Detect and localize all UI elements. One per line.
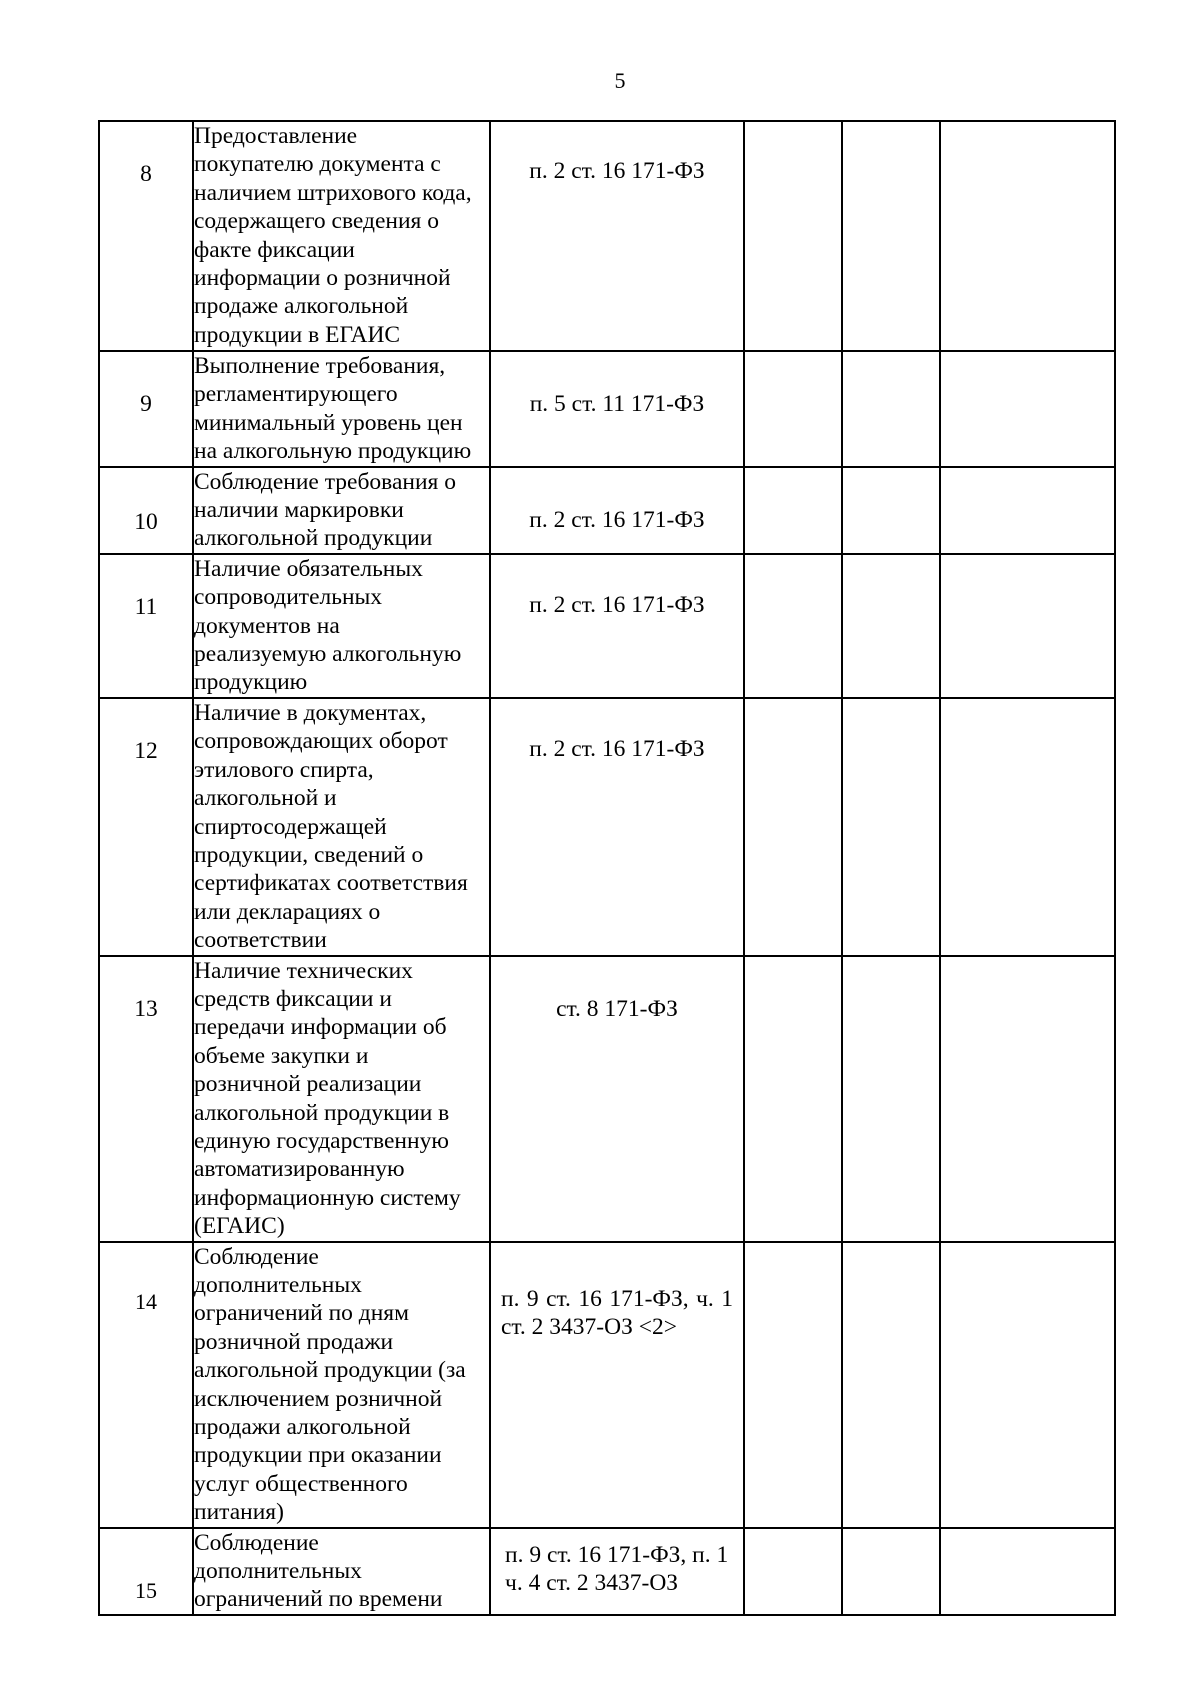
requirement-cell: Соблюдение дополнительных ограничений по дням розничной продажи алкогольной продукции (за исключением розничной продажи алкогольной продукции при оказании услуг общественного питания): [193, 1242, 490, 1528]
blank-cell: [744, 351, 842, 467]
blank-cell: [744, 956, 842, 1242]
row-number: 8: [140, 161, 152, 187]
blank-cell: [940, 467, 1115, 554]
table-row: [99, 351, 1115, 467]
blank-cell: [842, 121, 940, 351]
reference-cell: [490, 554, 744, 698]
reference-cell: [490, 956, 744, 1242]
row-number: 13: [134, 995, 158, 1022]
table-row: [99, 467, 1115, 554]
legal-reference: п. 2 ст. 16 171-ФЗ: [529, 591, 705, 618]
row-number: 15: [135, 1577, 157, 1603]
table-row: [99, 1528, 1115, 1615]
row-number-cell: [99, 1242, 193, 1528]
checklist-table: [98, 120, 1116, 1616]
blank-cell: [940, 121, 1115, 351]
row-number: 12: [134, 737, 158, 764]
page-number: 5: [614, 68, 626, 93]
row-number-cell: [99, 1528, 193, 1615]
blank-cell: [842, 1528, 940, 1615]
row-number-cell: [99, 467, 193, 554]
requirement-cell: Наличие технических средств фиксации и передачи информации об объеме закупки и розничной реализации алкогольной продукции в единую государственную автоматизированную информационную систему (ЕГАИС): [193, 956, 490, 1242]
blank-cell: [940, 1528, 1115, 1615]
reference-cell: [490, 467, 744, 554]
blank-cell: [744, 554, 842, 698]
blank-cell: [940, 1242, 1115, 1528]
requirement-cell: Соблюдение дополнительных ограничений по времени: [193, 1528, 490, 1615]
legal-reference: п. 2 ст. 16 171-ФЗ: [529, 158, 705, 184]
blank-cell: [940, 698, 1115, 956]
row-number-cell: [99, 121, 193, 351]
requirement-cell: Соблюдение требования о наличии маркировки алкогольной продукции: [193, 467, 490, 554]
row-number: 9: [140, 391, 152, 417]
row-number: 11: [134, 593, 158, 620]
reference-cell: [490, 351, 744, 467]
legal-reference: п. 2 ст. 16 171-ФЗ: [529, 506, 705, 533]
blank-cell: [842, 467, 940, 554]
requirement-cell: Предоставление покупателю документа с наличием штрихового кода, содержащего сведения о факте фиксации информации о розничной продаже алкогольной продукции в ЕГАИС: [193, 121, 490, 351]
row-number-cell: [99, 351, 193, 467]
table-row: [99, 121, 1115, 351]
blank-cell: [842, 554, 940, 698]
reference-cell: [490, 698, 744, 956]
table-row: [99, 956, 1115, 1242]
row-number-cell: [99, 956, 193, 1242]
requirement-cell: Наличие в документах, сопровождающих оборот этилового спирта, алкогольной и спиртосодержащей продукции, сведений о сертификатах соответствия или декларациях о соответствии: [193, 698, 490, 956]
blank-cell: [842, 1242, 940, 1528]
blank-cell: [940, 956, 1115, 1242]
legal-reference: ст. 8 171-ФЗ: [556, 995, 678, 1022]
blank-cell: [744, 1528, 842, 1615]
requirement-cell: Наличие обязательных сопроводительных документов на реализуемую алкогольную продукцию: [193, 554, 490, 698]
blank-cell: [842, 956, 940, 1242]
reference-cell: [490, 1242, 744, 1528]
blank-cell: [940, 554, 1115, 698]
blank-cell: [744, 467, 842, 554]
row-number-cell: [99, 554, 193, 698]
blank-cell: [744, 698, 842, 956]
blank-cell: [744, 1242, 842, 1528]
table-row: [99, 554, 1115, 698]
blank-cell: [744, 121, 842, 351]
requirement-cell: Выполнение требования, регламентирующего минимальный уровень цен на алкогольную продукцию: [193, 351, 490, 467]
blank-cell: [940, 351, 1115, 467]
blank-cell: [842, 698, 940, 956]
row-number-cell: [99, 698, 193, 956]
table-row: [99, 698, 1115, 956]
legal-reference: п. 9 ст. 16 171-ФЗ, п. 1 ч. 4 ст. 2 3437-ОЗ: [505, 1541, 729, 1597]
blank-cell: [842, 351, 940, 467]
row-number: 14: [135, 1288, 157, 1314]
legal-reference: п. 2 ст. 16 171-ФЗ: [529, 735, 705, 762]
row-number: 10: [134, 508, 158, 535]
legal-reference: п. 5 ст. 11 171-ФЗ: [529, 391, 705, 417]
legal-reference: п. 9 ст. 16 171-ФЗ, ч. 1 ст. 2 3437-ОЗ <2>: [501, 1285, 733, 1340]
reference-cell: [490, 121, 744, 351]
table-row: [99, 1242, 1115, 1528]
reference-cell: [490, 1528, 744, 1615]
